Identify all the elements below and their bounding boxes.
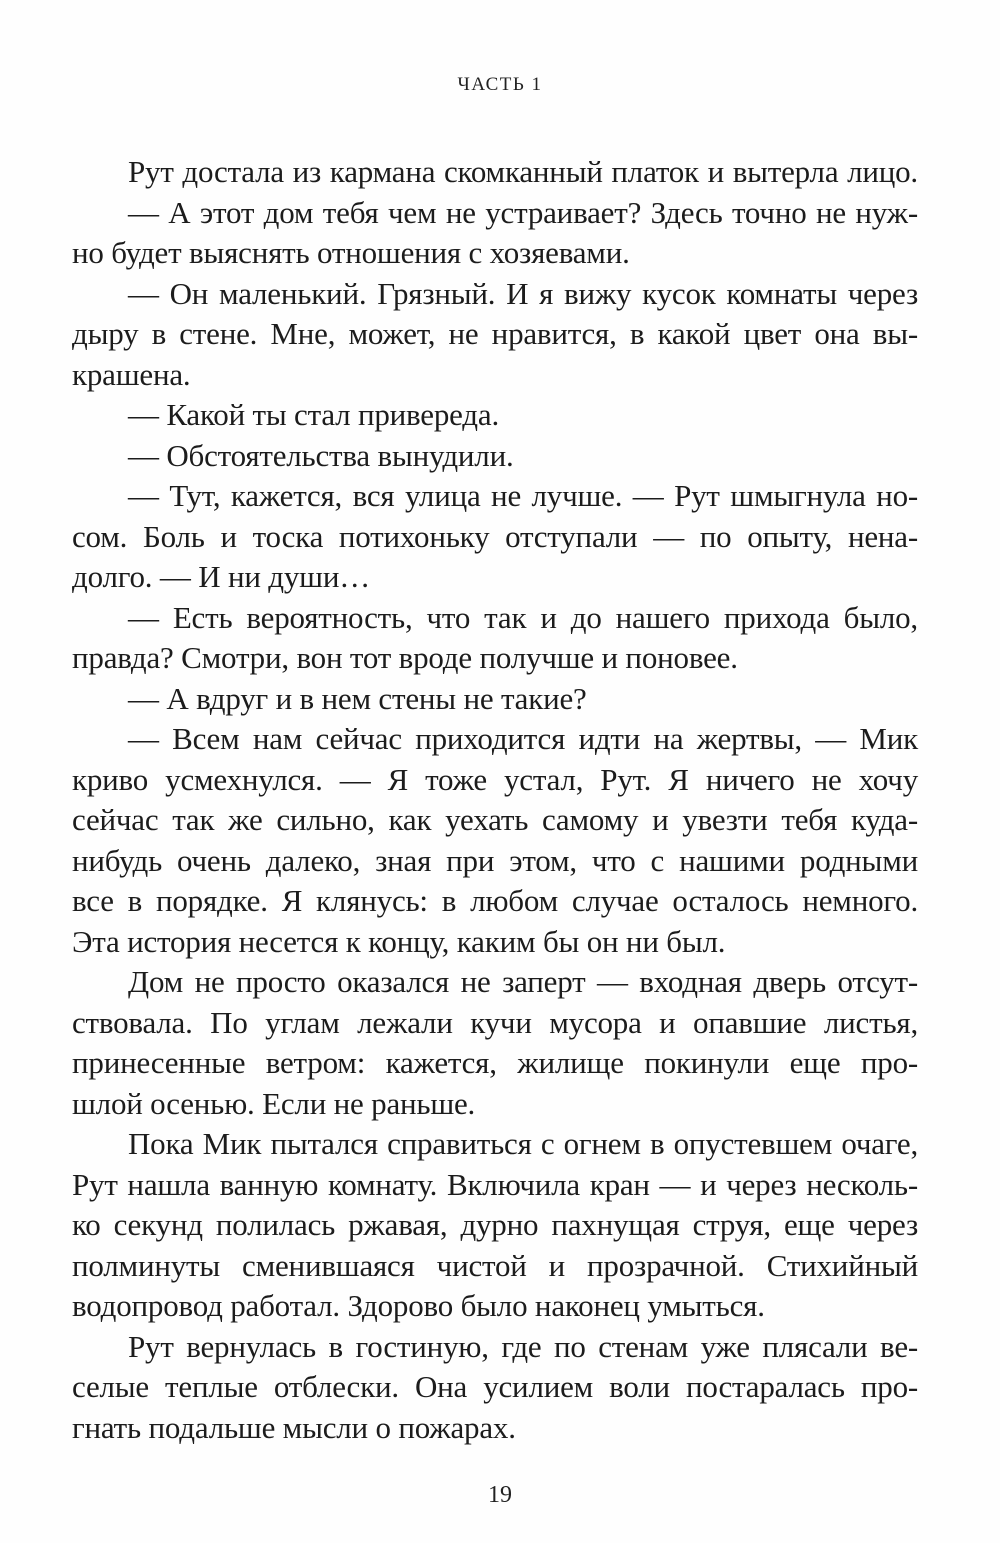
text-line: но будет выяснять отношения с хозяевами. (72, 235, 630, 270)
text-line: крашена. (72, 356, 191, 392)
text-line: ствовала. По углам лежали кучи мусора и опавшие листья, (72, 1004, 918, 1040)
text-line: Рут достала из кармана скомканный платок и вытерла лицо. (128, 154, 918, 189)
body-text (72, 152, 918, 1448)
text-line: Рут нашла ванную комнату. Включила кран — и через несколь- (72, 1166, 918, 1202)
text-line: — А вдруг и в нем стены не такие? (128, 680, 587, 716)
text-line: Рут вернулась в гостиную, где по стенам уже плясали ве- (128, 1328, 918, 1364)
text-line: полминуты сменившаяся чистой и прозрачной. Стихийный (72, 1247, 918, 1283)
text-line: водопровод работал. Здорово было наконец умыться. (72, 1288, 765, 1323)
text-line: селые теплые отблески. Она усилием воли постаралась про- (72, 1369, 918, 1404)
text-line: — Какой ты стал привереда. (128, 397, 499, 432)
text-line: — Всем нам сейчас приходится идти на жертвы, — Мик (128, 721, 918, 756)
text-line: ко секунд полилась ржавая, дурно пахнущая струя, еще через (72, 1207, 918, 1242)
text-line: — Он маленький. Грязный. И я вижу кусок комнаты через (128, 275, 918, 311)
page-number: 19 (488, 1482, 512, 1508)
text-line: Эта история несется к концу, каким бы он ни был. (72, 923, 726, 959)
text-line: нибудь очень далеко, зная при этом, что с нашими родными (72, 842, 918, 878)
text-line: — Обстоятельства вынудили. (128, 437, 514, 473)
text-line: — А этот дом тебя чем не устраивает? Здесь точно не нуж- (128, 194, 918, 230)
text-line: дыру в стене. Мне, может, не нравится, в какой цвет она вы- (72, 316, 918, 351)
text-line: — Тут, кажется, вся улица не лучше. — Рут шмыгнула но- (128, 478, 918, 513)
text-line: криво усмехнулся. — Я тоже устал, Рут. Я ничего не хочу (72, 761, 918, 797)
text-line: сейчас так же сильно, как уехать самому и увезти тебя куда- (72, 802, 918, 837)
text-line: сом. Боль и тоска потихоньку отступали — по опыту, нена- (72, 518, 918, 554)
running-head: ЧАСТЬ 1 (457, 74, 543, 95)
text-line: шлой осенью. Если не раньше. (72, 1085, 476, 1121)
text-line: принесенные ветром: кажется, жилище покинули еще про- (72, 1045, 918, 1080)
text-line: Дом не просто оказался не заперт — входная дверь отсут- (128, 964, 918, 999)
text-line: долго. — И ни души… (72, 559, 371, 594)
text-line: — Есть вероятность, что так и до нашего прихода было, (128, 599, 918, 635)
text-line: правда? Смотри, вон тот вроде получше и поновее. (72, 640, 738, 675)
text-line: Пока Мик пытался справиться с огнем в опустевшем очаге, (128, 1126, 918, 1161)
text-line: гнать подальше мысли о пожарах. (72, 1409, 516, 1445)
text-line: все в порядке. Я клянусь: в любом случае осталось немного. (72, 883, 918, 918)
